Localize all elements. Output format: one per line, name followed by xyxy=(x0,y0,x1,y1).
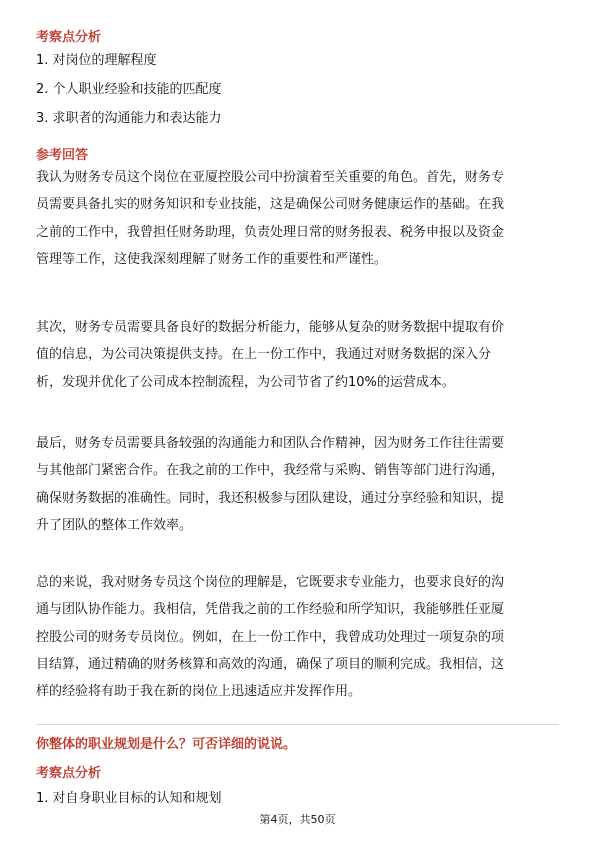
analysis-heading: 考察点分析 xyxy=(36,30,102,45)
section-divider xyxy=(36,724,559,725)
paragraph-line: 确保财务数据的准确性。同时，我还积极参与团队建设，通过分享经验和知识，提 xyxy=(36,490,505,506)
paragraph-line: 管理等工作，这使我深刻理解了财务工作的重要性和严谨性。 xyxy=(36,251,388,267)
paragraph-line: 与其他部门紧密合作。在我之前的工作中，我经常与采购、销售等部门进行沟通， xyxy=(36,463,505,479)
paragraph-line: 我认为财务专员这个岗位在亚厦控股公司中扮演着至关重要的角色。首先，财务专 xyxy=(36,170,505,185)
analysis-point-1: 1. 对岗位的理解程度 xyxy=(36,53,157,68)
paragraph-line: 值的信息，为公司决策提供支持。在上一份工作中，我通过对财务数据的深入分 xyxy=(36,347,492,363)
answer-paragraph-4 xyxy=(36,569,560,705)
question-title: 你整体的职业规划是什么？可否详细的说说。 xyxy=(36,737,297,752)
paragraph-line: 其次，财务专员需要具备良好的数据分析能力，能够从复杂的财务数据中提取有价 xyxy=(36,320,505,335)
answer-paragraph-3 xyxy=(36,430,560,539)
answer-paragraph-2 xyxy=(36,314,560,396)
paragraph-line: 最后，财务专员需要具备较强的沟通能力和团队合作精神，因为财务工作往往需要 xyxy=(36,436,505,451)
paragraph-line: 样的经验将有助于我在新的岗位上迅速适应并发挥作用。 xyxy=(36,684,362,700)
answer-paragraph-1 xyxy=(36,164,560,273)
paragraph-line: 控股公司的财务专员岗位。例如，在上一份工作中，我曾成功处理过一项复杂的项 xyxy=(36,629,505,645)
analysis-heading-2: 考察点分析 xyxy=(36,766,102,781)
paragraph-line: 总的来说，我对财务专员这个岗位的理解是，它既要求专业能力，也要求良好的沟 xyxy=(36,575,505,590)
paragraph-line: 升了团队的整体工作效率。 xyxy=(36,517,193,533)
analysis-point-2-1: 1. 对自身职业目标的认知和规划 xyxy=(36,791,222,806)
page-number: 第4页，共50页 xyxy=(259,813,336,826)
paragraph-line: 员需要具备扎实的财务知识和专业技能，这是确保公司财务健康运作的基础。在我 xyxy=(36,197,505,213)
paragraph-line: 目结算，通过精确的财务核算和高效的沟通，确保了项目的顺利完成。我相信，这 xyxy=(36,656,505,672)
answer-heading: 参考回答 xyxy=(36,148,89,163)
paragraph-line: 析，发现并优化了公司成本控制流程，为公司节省了约10%的运营成本。 xyxy=(36,374,455,390)
analysis-point-2: 2. 个人职业经验和技能的匹配度 xyxy=(36,82,222,97)
paragraph-line: 通与团队协作能力。我相信，凭借我之前的工作经验和所学知识，我能够胜任亚厦 xyxy=(36,602,505,618)
paragraph-line: 之前的工作中，我曾担任财务助理，负责处理日常的财务报表、税务申报以及资金 xyxy=(36,224,505,240)
analysis-point-3: 3. 求职者的沟通能力和表达能力 xyxy=(36,111,222,126)
